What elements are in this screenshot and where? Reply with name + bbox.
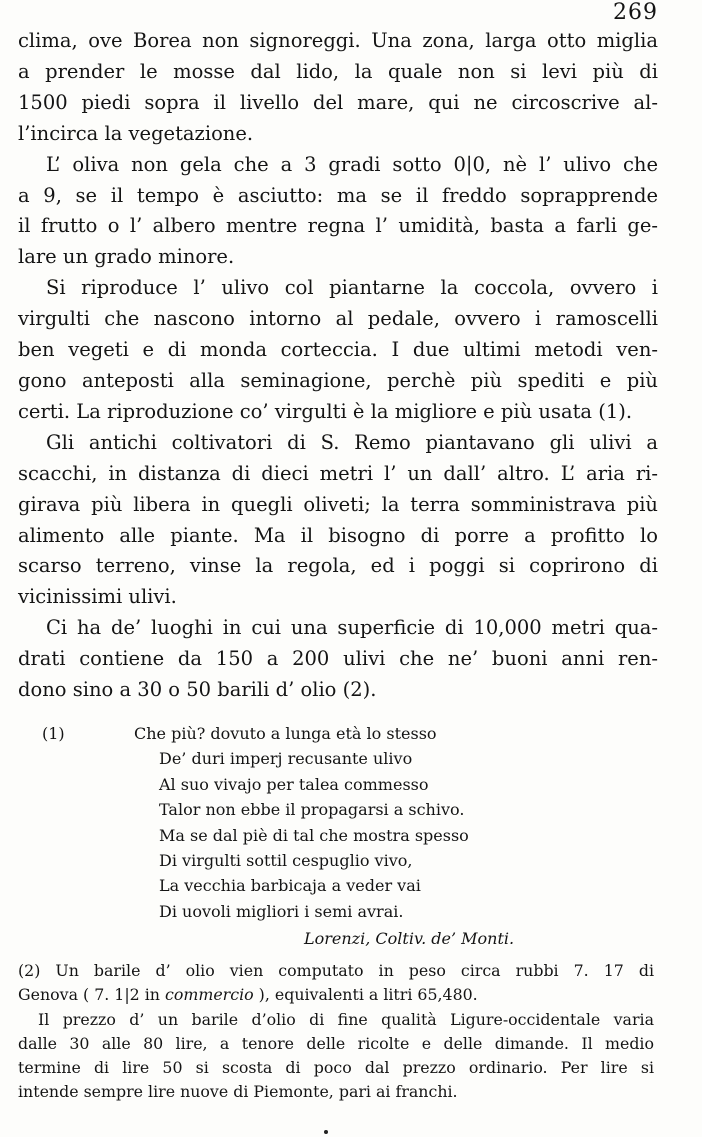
- note-line: termine di lire 50 si scosta di poco dal prezzo ordinario. Per lire si: [18, 1058, 654, 1078]
- verse-line: Ma se dal piè di tal che mostra spesso: [159, 825, 469, 845]
- verse-line: Di virgulti sottil cespuglio vivo,: [159, 851, 413, 871]
- text-line: l’incirca la vegetazione.: [18, 121, 254, 145]
- text-line: alimento alle piante. Ma il bisogno di porre a profitto lo: [18, 523, 658, 547]
- text-line: Ci ha de’ luoghi in cui una superficie di 10,000 metri qua-: [46, 616, 658, 640]
- text-line: ben vegeti e di monda corteccia. I due ultimi metodi ven-: [18, 338, 658, 362]
- text-line: 1500 piedi sopra il livello del mare, qui ne circoscrive al-: [18, 90, 658, 114]
- poem-attribution: Lorenzi, Coltiv. de’ Monti.: [304, 929, 515, 949]
- verse-line: Di uovoli migliori i semi avrai.: [159, 901, 404, 921]
- note-line: [18, 983, 654, 1007]
- note-line: dalle 30 alle 80 lire, a tenore delle ricolte e delle dimande. Il medio: [18, 1033, 654, 1053]
- text-line: virgulti che nascono intorno al pedale, ovvero i ramoscelli: [18, 307, 658, 331]
- text-line: drati contiene da 150 a 200 ulivi che ne’ buoni anni ren-: [18, 647, 658, 671]
- verse-line: Al suo vivajo per talea commesso: [159, 774, 429, 794]
- note-italic-word: commercio: [165, 985, 254, 1005]
- note-text: ), equivalenti a litri 65,480.: [253, 985, 478, 1005]
- paragraph: [18, 26, 658, 150]
- verse-line: La vecchia barbicaja a veder vai: [159, 876, 421, 896]
- paragraph: [18, 428, 658, 613]
- text-line: scarso terreno, vinse la regola, ed i poggi si coprirono di: [18, 554, 658, 578]
- text-line: vicinissimi ulivi.: [18, 585, 177, 609]
- page-number: 269: [613, 0, 658, 25]
- text-line: girava più libera in quegli oliveti; la terra somministrava più: [18, 492, 658, 516]
- text-line: gono anteposti alla seminagione, perchè più spediti e più: [18, 368, 658, 392]
- paragraph: [18, 150, 658, 274]
- text-line: a prender le mosse dal lido, la quale non si levi più di: [18, 59, 658, 83]
- poem-verses: [134, 721, 642, 952]
- text-line: lare un grado minore.: [18, 245, 235, 269]
- paragraph: [18, 273, 658, 428]
- verse-line: Che più? dovuto a lunga età lo stesso: [134, 724, 437, 743]
- verse-line: Talor non ebbe il propagarsi a schivo.: [159, 800, 465, 820]
- text-line: certi. La riproduzione co’ virgulti è la migliore e più usata (1).: [18, 399, 633, 423]
- text-line: dono sino a 30 o 50 barili d’ olio (2).: [18, 678, 377, 702]
- note-line: Il prezzo d’ un barile d’olio di fine qualità Ligure-occidentale varia: [38, 1009, 654, 1029]
- main-text: [18, 26, 658, 706]
- footnote-marker: (1): [42, 724, 65, 743]
- text-line: clima, ove Borea non signoreggi. Una zona, larga otto miglia: [18, 29, 658, 52]
- text-line: Si riproduce l’ ulivo col piantarne la coccola, ovvero i: [46, 276, 658, 300]
- text-line: il frutto o l’ albero mentre regna l’ umidità, basta a farli ge-: [18, 214, 658, 238]
- footnote-2: [18, 959, 654, 1105]
- note-line: (2) Un barile d’ olio vien computato in peso circa rubbi 7. 17 di: [18, 961, 654, 980]
- footnote-1-poem: [42, 721, 642, 952]
- text-line: scacchi, in distanza di dieci metri l’ un dall’ altro. L’ aria ri-: [18, 461, 658, 485]
- paragraph: [18, 613, 658, 706]
- text-line: Gli antichi coltivatori di S. Remo piantavano gli ulivi a: [46, 430, 658, 454]
- text-line: a 9, se il tempo è asciutto: ma se il freddo soprapprende: [18, 183, 658, 207]
- verse-line: De’ duri imperj recusante ulivo: [159, 749, 413, 769]
- note-line: intende sempre lire nuove di Piemonte, pari ai franchi.: [18, 1082, 458, 1102]
- text-line: L’ oliva non gela che a 3 gradi sotto 0|0, nè l’ ulivo che: [46, 152, 658, 176]
- ink-mark: [324, 1130, 328, 1134]
- note-text: Genova ( 7. 1|2 in: [18, 985, 165, 1005]
